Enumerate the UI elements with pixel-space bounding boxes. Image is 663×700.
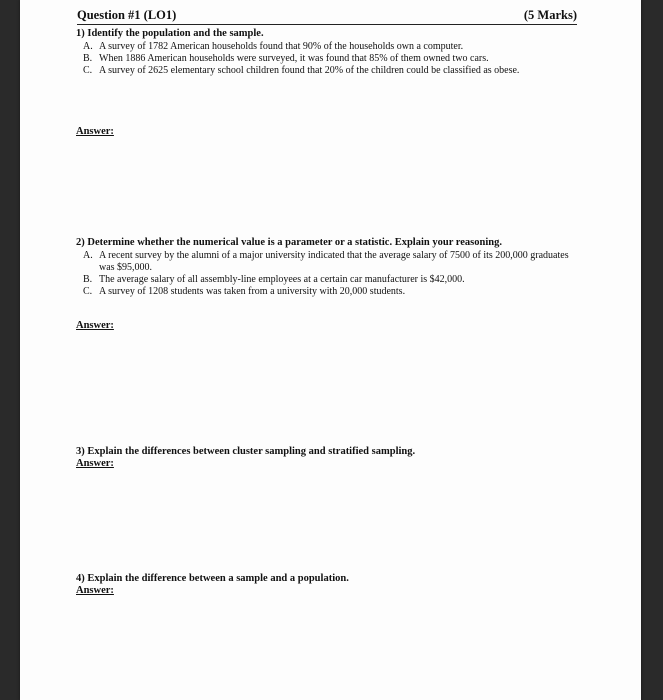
list-item xyxy=(76,65,586,77)
answer-label-1: Answer: xyxy=(76,126,114,137)
answer-label-2: Answer: xyxy=(76,320,114,331)
question-4 xyxy=(76,573,586,597)
list-item xyxy=(76,41,586,53)
answer-label-4: Answer: xyxy=(76,585,114,596)
question-2-title: 2) Determine whether the numerical value is a parameter or a statistic. Explain your reasoning. xyxy=(76,237,502,248)
item-text: The average salary of all assembly-line employees at a certain car manufacturer is $42,000. xyxy=(99,274,465,285)
marks-label: (5 Marks) xyxy=(523,8,577,22)
item-text: A survey of 1208 students was taken from a university with 20,000 students. xyxy=(99,286,406,297)
list-item xyxy=(76,53,586,65)
item-letter: A. xyxy=(83,41,93,52)
question-4-title: 4) Explain the difference between a sample and a population. xyxy=(76,573,349,584)
question-2-items xyxy=(76,250,586,298)
item-letter: C. xyxy=(83,65,93,76)
item-text: When 1886 American households were surveyed, it was found that 85% of them owned two cars. xyxy=(99,53,489,64)
item-text: A survey of 2625 elementary school children found that 20% of the children could be classified as obese. xyxy=(99,65,520,76)
question-1-items xyxy=(76,41,586,77)
page-header xyxy=(77,8,577,25)
list-item xyxy=(76,274,586,286)
question-3 xyxy=(76,446,586,470)
document-page xyxy=(20,0,641,700)
item-letter: B. xyxy=(83,53,93,64)
question-1-title: 1) Identify the population and the sample. xyxy=(76,28,264,39)
question-1 xyxy=(76,28,586,77)
item-letter: B. xyxy=(83,274,93,285)
question-3-title: 3) Explain the differences between cluster sampling and stratified sampling. xyxy=(76,446,416,457)
question-2 xyxy=(76,237,586,298)
item-text: A recent survey by the alumni of a major university indicated that the average salary of 7500 of its 200,000 graduates was $95,000. xyxy=(99,250,569,273)
answer-label-3: Answer: xyxy=(76,458,114,469)
question-heading: Question #1 (LO1) xyxy=(77,8,177,22)
list-item xyxy=(76,250,586,274)
list-item xyxy=(76,286,586,298)
item-letter: A. xyxy=(83,250,93,261)
item-text: A survey of 1782 American households found that 90% of the households own a computer. xyxy=(99,41,464,52)
item-letter: C. xyxy=(83,286,93,297)
